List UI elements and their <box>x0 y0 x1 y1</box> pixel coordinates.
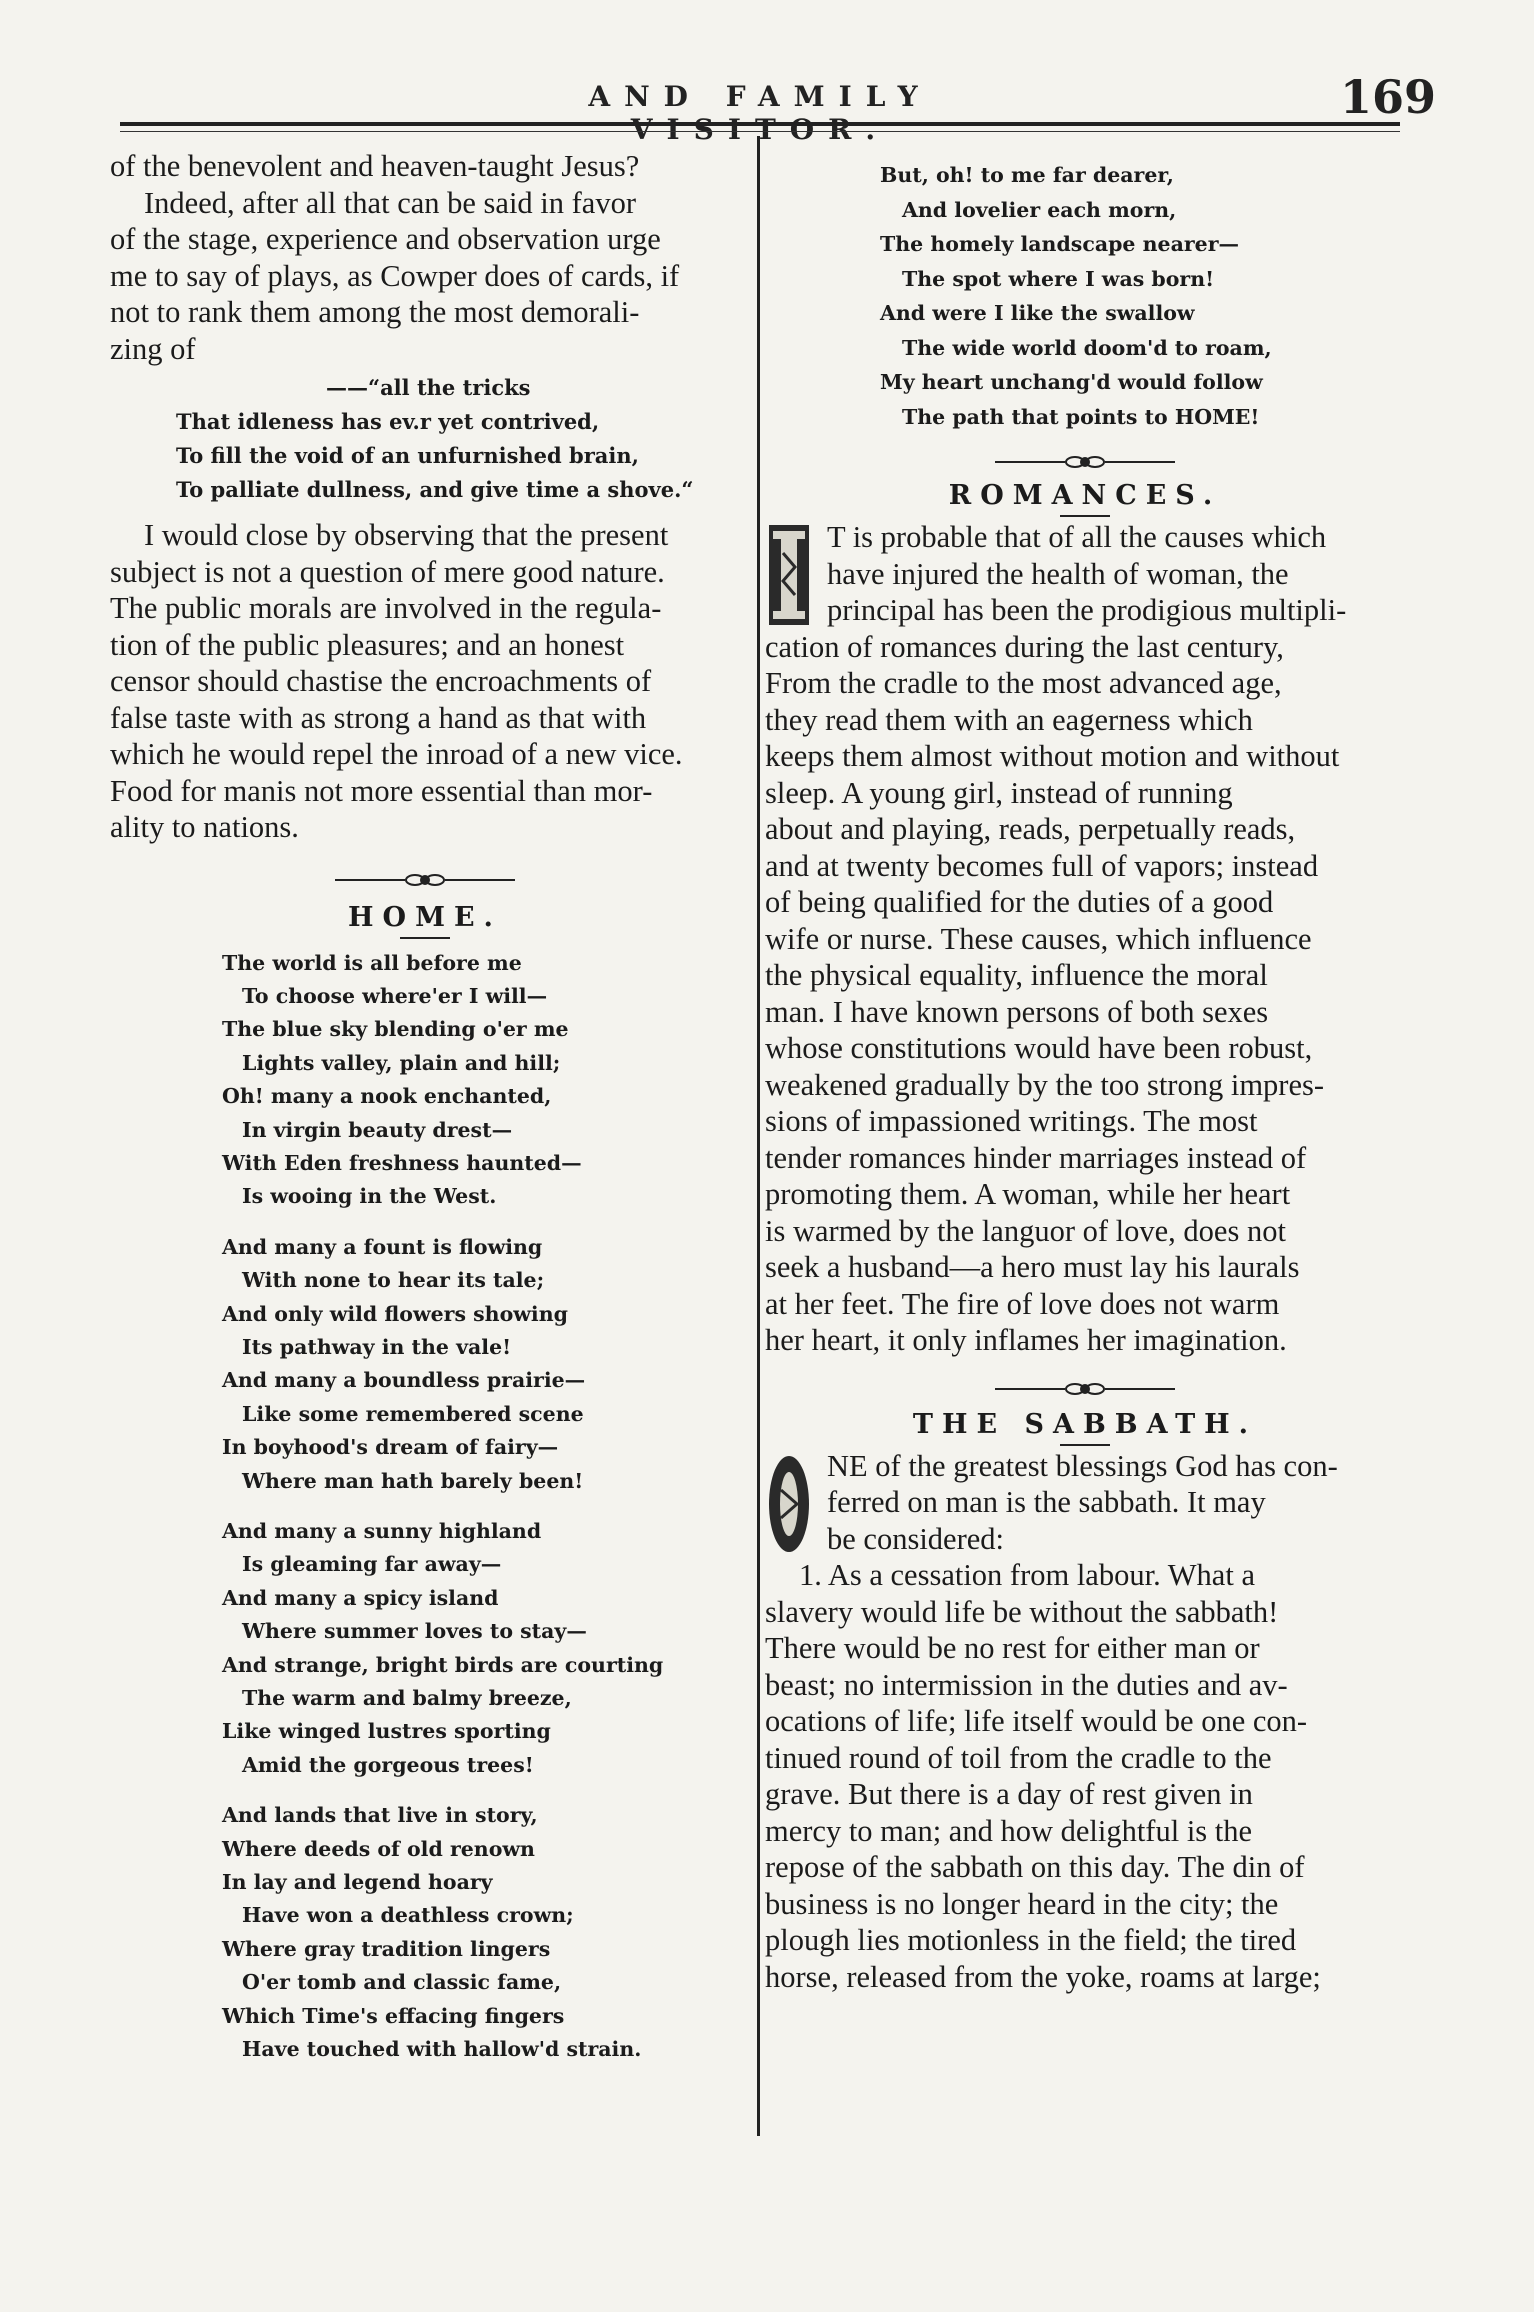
poem-line: The homely landscape nearer— <box>880 232 1239 256</box>
poem-line: In lay and legend hoary <box>222 1870 493 1895</box>
quote-line: To palliate dullness, and give time a shove.“ <box>176 477 694 502</box>
para-line: seek a husband—a hero must lay his laurals <box>765 1250 1300 1284</box>
poem-line: Is gleaming far away— <box>242 1552 502 1577</box>
poem-line: In boyhood's dream of fairy— <box>222 1435 559 1460</box>
poem-stanza <box>222 1231 740 1498</box>
para-line: ferred on man is the sabbath. It may <box>827 1485 1266 1519</box>
para-line: From the cradle to the most advanced age, <box>765 666 1282 700</box>
para-line: they read them with an eagerness which <box>765 702 1253 737</box>
poem-line: The warm and balmy breeze, <box>242 1686 572 1711</box>
para-line: mercy to man; and how delightful is the <box>765 1813 1253 1848</box>
para-line: ocations of life; life itself would be one con- <box>765 1704 1308 1738</box>
stage-article-end <box>110 148 740 367</box>
column-divider <box>757 136 760 2136</box>
para-line: T is probable that of all the causes which <box>827 520 1327 554</box>
poem-line: And lands that live in story, <box>222 1803 538 1828</box>
para-line: Indeed, after all that can be said in favor <box>144 185 637 220</box>
para-line: business is no longer heard in the city; the <box>765 1886 1279 1921</box>
poem-line: And many a fount is flowing <box>222 1234 543 1259</box>
para-line: horse, released from the yoke, roams at large; <box>765 1959 1321 1994</box>
ornament-divider <box>765 450 1405 474</box>
poem-line: The spot where I was born! <box>902 266 1215 291</box>
para-line: weakened gradually by the too strong impres- <box>765 1067 1325 1102</box>
sabbath-article <box>765 1448 1405 1996</box>
para-line: tender romances hinder marriages instead of <box>765 1140 1307 1175</box>
para-line: man. I have known persons of both sexes <box>765 994 1269 1029</box>
poem-stanza <box>222 947 740 1214</box>
para-line: not to rank them among the most demorali- <box>110 295 640 329</box>
poem-line: Which Time's effacing fingers <box>222 2003 565 2028</box>
sabbath-title: THE SABBATH. <box>912 1408 1258 1440</box>
para-line: of being qualified for the duties of a good <box>765 885 1274 919</box>
poem-line: Where man hath barely been! <box>242 1468 584 1493</box>
para-line: whose constitutions would have been robust, <box>765 1031 1313 1065</box>
para-line: wife or nurse. These causes, which influence <box>765 921 1312 956</box>
para-line: plough lies motionless in the field; the tired <box>765 1923 1297 1957</box>
romances-title: ROMANCES. <box>948 480 1222 511</box>
poem-line: Like some remembered scene <box>242 1401 584 1426</box>
poem-line: With none to hear its tale; <box>242 1268 545 1293</box>
poem-line: The world is all before me <box>222 950 522 975</box>
right-column <box>765 158 1405 1995</box>
closing-paragraph <box>110 517 740 846</box>
home-title: HOME. <box>348 901 502 933</box>
poem-line: But, oh! to me far dearer, <box>880 163 1174 187</box>
para-line: the physical equality, influence the moral <box>765 958 1268 992</box>
para-line: cation of romances during the last century, <box>765 629 1284 664</box>
title-underline <box>400 937 450 939</box>
poem-stanza <box>222 1515 740 1782</box>
para-line: zing of <box>110 331 196 366</box>
poem-line: And only wild flowers showing <box>222 1301 568 1326</box>
poem-line: Its pathway in the vale! <box>242 1334 512 1359</box>
poem-line: And many a boundless prairie— <box>222 1368 586 1393</box>
para-line: keeps them almost without motion and without <box>765 739 1340 773</box>
title-underline <box>1060 1444 1110 1446</box>
para-line: and at twenty becomes full of vapors; instead <box>765 848 1319 883</box>
para-line: be considered: <box>827 1521 1004 1556</box>
para-line: which he would repel the inroad of a new vice. <box>110 737 683 771</box>
para-line: me to say of plays, as Cowper does of cards, if <box>110 258 680 293</box>
home-poem <box>110 947 740 2067</box>
poem-line: Have won a deathless crown; <box>242 1903 574 1928</box>
romances-article <box>765 519 1405 1359</box>
poem-line: O'er tomb and classic fame, <box>242 1970 562 1995</box>
para-line: is warmed by the languor of love, does not <box>765 1213 1286 1248</box>
para-line: ality to nations. <box>110 810 299 844</box>
para-line: of the benevolent and heaven-taught Jesus? <box>110 149 640 183</box>
para-line: principal has been the prodigious multipli- <box>827 593 1347 627</box>
poem-line: My heart unchang'd would follow <box>880 370 1263 394</box>
para-line: NE of the greatest blessings God has con- <box>827 1448 1338 1483</box>
poem-line: Oh! many a nook enchanted, <box>222 1084 552 1109</box>
para-line: promoting them. A woman, while her heart <box>765 1177 1291 1211</box>
poem-line: Is wooing in the West. <box>242 1184 497 1209</box>
poem-line: And lovelier each morn, <box>902 197 1177 222</box>
para-line: of the stage, experience and observation urge <box>110 222 661 256</box>
poem-line: Have touched with hallow'd strain. <box>242 2037 642 2062</box>
title-underline <box>1060 515 1110 517</box>
header-rule-thin <box>120 131 1400 132</box>
running-head: AND FAMILY VISITOR. <box>588 80 932 146</box>
para-line: 1. As a cessation from labour. What a <box>799 1558 1255 1592</box>
poem-line: In virgin beauty drest— <box>242 1117 513 1142</box>
poem-line: Where summer loves to stay— <box>242 1619 587 1644</box>
poem-line: And were I like the swallow <box>880 301 1195 325</box>
left-column <box>110 148 740 2084</box>
ornament-icon <box>995 450 1175 474</box>
poem-line: To choose where'er I will— <box>242 983 548 1008</box>
ornament-icon <box>335 868 515 892</box>
home-poem-continued <box>765 158 1405 434</box>
para-line: false taste with as strong a hand as that with <box>110 700 647 735</box>
para-line: The public morals are involved in the regula- <box>110 591 662 625</box>
para-line: repose of the sabbath on this day. The din of <box>765 1850 1305 1884</box>
poem-line: Like winged lustres sporting <box>222 1719 551 1744</box>
para-line: There would be no rest for either man or <box>765 1631 1260 1665</box>
poem-line: Lights valley, plain and hill; <box>242 1050 561 1075</box>
para-line: censor should chastise the encroachments of <box>110 664 652 698</box>
poem-line: And many a spicy island <box>222 1585 499 1610</box>
para-line: at her feet. The fire of love does not warm <box>765 1286 1280 1321</box>
para-line: tion of the public pleasures; and an honest <box>110 627 625 662</box>
poem-line: Amid the gorgeous trees! <box>242 1752 534 1777</box>
para-line: tinued round of toil from the cradle to the <box>765 1740 1272 1775</box>
para-line: subject is not a question of mere good nature. <box>110 554 665 589</box>
poem-line: The path that points to HOME! <box>902 404 1260 429</box>
cowper-quote <box>110 371 740 507</box>
para-line: sleep. A young girl, instead of running <box>765 775 1233 810</box>
quote-line: That idleness has ev.r yet contrived, <box>176 409 600 434</box>
quote-line: ——“all the tricks <box>326 375 531 400</box>
para-line: grave. But there is a day of rest given in <box>765 1777 1253 1811</box>
poem-line: And many a sunny highland <box>222 1519 542 1543</box>
poem-line: With Eden freshness haunted— <box>222 1150 582 1175</box>
poem-line: And strange, bright birds are courting <box>222 1652 664 1677</box>
poem-line: Where gray tradition lingers <box>222 1936 551 1961</box>
poem-line: The wide world doom'd to roam, <box>902 335 1272 360</box>
para-line: Food for manis not more essential than mor- <box>110 773 653 808</box>
para-line: beast; no intermission in the duties and av- <box>765 1667 1288 1702</box>
ornament-divider <box>765 1377 1405 1401</box>
para-line: her heart, it only inflames her imagination. <box>765 1323 1287 1357</box>
ornament-divider <box>110 868 740 892</box>
quote-line: To fill the void of an unfurnished brain, <box>176 443 639 468</box>
para-line: slavery would life be without the sabbath! <box>765 1594 1279 1629</box>
para-line: have injured the health of woman, the <box>827 556 1289 591</box>
header-rule <box>120 122 1400 126</box>
para-line: I would close by observing that the present <box>144 518 669 552</box>
dropcap-i-icon <box>765 523 813 627</box>
poem-line: The blue sky blending o'er me <box>222 1017 569 1042</box>
ornament-icon <box>995 1377 1175 1401</box>
poem-line: Where deeds of old renown <box>222 1836 535 1861</box>
dropcap-o-icon <box>765 1452 813 1556</box>
para-line: sions of impassioned writings. The most <box>765 1104 1258 1138</box>
poem-stanza <box>222 1799 740 2066</box>
page-number: 169 <box>1340 70 1437 124</box>
para-line: about and playing, reads, perpetually reads, <box>765 812 1296 846</box>
